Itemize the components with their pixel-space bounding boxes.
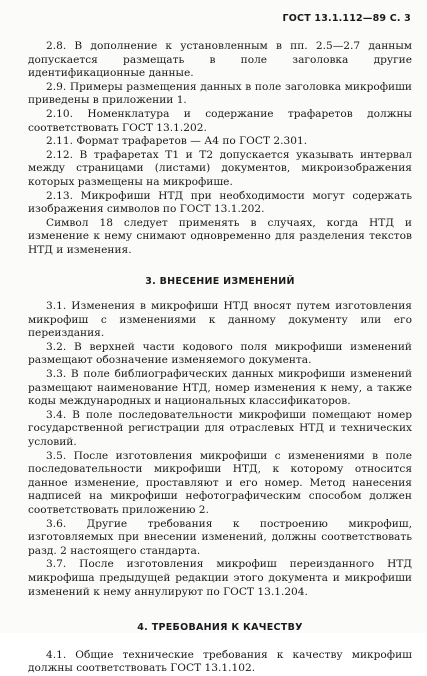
paragraph-2-11: 2.11. Формат трафаретов — А4 по ГОСТ 2.301. [46,135,308,148]
paragraph-symbol-18: Символ 18 следует применять в случаях, когда НТД и изменение к нему снимают одновременно для разделения текстов НТД и изменения. [28,216,412,256]
paragraph-2-10: 2.10. Номенклатура и содержание трафаретов должны соответствовать ГОСТ 13.1.202. [28,107,412,134]
paragraph-3-5: 3.5. После изготовления микрофиши с изменениями в поле последовательности микрофиши НТД, к которому относится данное изменение, проставляют и его номер. Метод нанесения надписей на микрофиши нефотографическим способом должен соответствовать приложению 2. [28,449,412,516]
paragraph-3-7: 3.7. После изготовления микрофиш переизданного НТД микрофиша предыдущей редакции этого документа и микрофиши изменений к нему аннулируют по ГОСТ 13.1.204. [28,558,412,598]
paragraph-3-1: 3.1. Изменения в микрофиши НТД вносят путем изготовления микрофиш с изменениями к данному документу или его переиздания. [28,300,412,340]
page-header: ГОСТ 13.1.112—89 С. 3 [282,13,411,24]
paragraph-2-8: 2.8. В дополнение к установленным в пп. 2.5—2.7 данным допускается размещать в поле заголовка другие идентификационные данные. [28,40,412,80]
paragraph-4-1: 4.1. Общие технические требования к качеству микрофиш должны соответствовать ГОСТ 13.1.102. [28,648,412,675]
paragraph-3-4: 3.4. В поле последовательности микрофиши помещают номер государственной регистрации для отраслевых НТД и технических условий. [28,408,412,449]
document-body [28,40,412,676]
paragraph-3-2: 3.2. В верхней части кодового поля микрофиши изменений размещают обозначение изменяемого документа. [28,340,412,367]
paragraph-3-6: 3.6. Другие требования к построению микрофиш, изготовляемых при внесении изменений, должны соответствовать разд. 2 настоящего стандарта. [28,517,412,557]
section-4-title: 4. ТРЕБОВАНИЯ К КАЧЕСТВУ [137,622,303,634]
section-3-title: 3. ВНЕСЕНИЕ ИЗМЕНЕНИЙ [145,275,295,287]
paragraph-2-9: 2.9. Примеры размещения данных в поле заголовка микрофиши приведены в приложении 1. [28,80,412,107]
paragraph-2-12: 2.12. В трафаретах Т1 и Т2 допускается указывать интервал между страницами (листами) документов, микроизображения которых размещены на микрофише. [28,148,412,188]
paragraph-2-13: 2.13. Микрофиши НТД при необходимости могут содержать изображения символов по ГОСТ 13.1.202. [28,189,412,216]
paragraph-3-3: 3.3. В поле библиографических данных микрофиши изменений размещают наименование НТД, номер изменения к нему, а также коды международных и национальных классификаторов. [28,368,412,408]
